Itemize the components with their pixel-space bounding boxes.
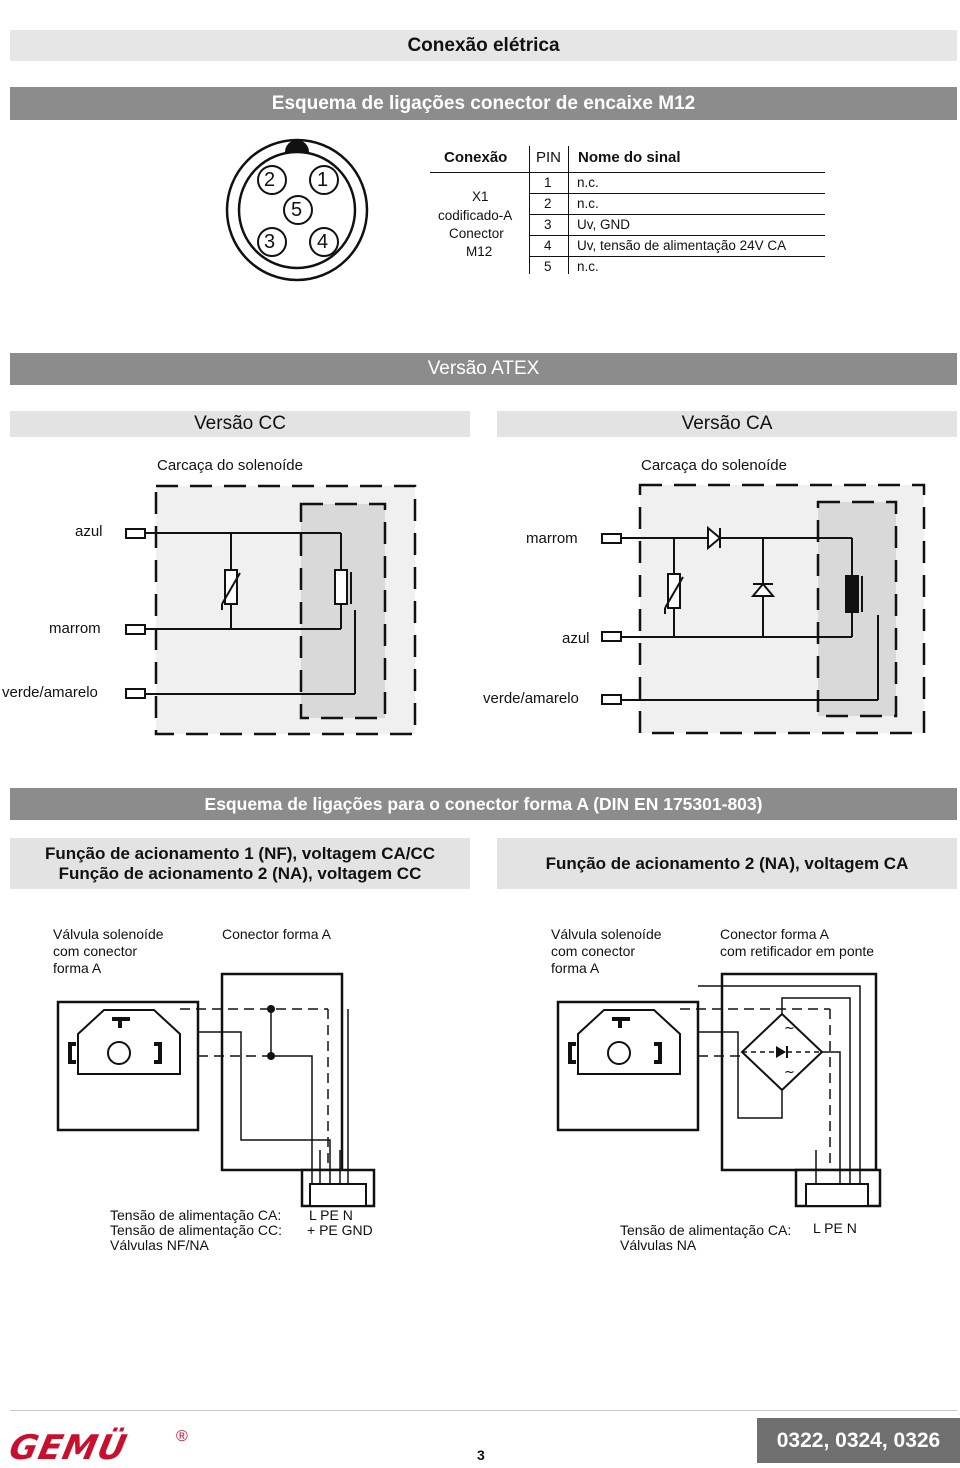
registered-mark: ® (176, 1428, 188, 1445)
din-left-terminals-dc: + PE GND (307, 1222, 373, 1238)
m12-pin-1: 1 (317, 169, 329, 191)
connection-label-4: M12 (466, 244, 493, 259)
connection-label-1: X1 (472, 189, 489, 204)
m12-pin-3: 3 (264, 231, 276, 253)
pin-number: 3 (544, 217, 552, 232)
pin-number: 4 (544, 238, 552, 253)
din-left-connector-label: Conector forma A (222, 926, 331, 942)
pin-signal: n.c. (577, 196, 599, 211)
doc-codes: 0322, 0324, 0326 (776, 1428, 941, 1452)
m12-pin-4: 4 (317, 231, 329, 253)
pin-signal: n.c. (577, 259, 599, 274)
dc-housing-label: Carcaça do solenoíde (157, 457, 303, 474)
atex-title: Versão ATEX (427, 358, 540, 379)
din-right-terminals-ac: L PE N (813, 1220, 857, 1236)
din-right-drawing (540, 970, 920, 1210)
section-title-bar (10, 30, 957, 61)
din-title-bar (10, 788, 957, 820)
dc-circuit-diagram (0, 480, 480, 740)
din-right-heading: Função de acionamento 2 (NA), voltagem CA (545, 853, 909, 873)
din-left-heading-2: Função de acionamento 2 (NA), voltagem CC (58, 863, 422, 883)
din-right-heading-bar (497, 838, 957, 889)
din-left-valve-label-2: com conector (53, 943, 138, 959)
connection-label-2: codificado-A (438, 208, 513, 223)
doc-codes-box (757, 1418, 960, 1463)
m12-title: Esquema de ligações conector de encaixe M12 (271, 92, 696, 114)
ac-wire-mid-label: azul (562, 630, 590, 647)
ac-wire-bottom-label: verde/amarelo (483, 690, 579, 707)
pin-signal: Uv, GND (577, 217, 630, 232)
din-left-valves: Válvulas NF/NA (110, 1237, 209, 1253)
din-left-terminals-ac: L PE N (309, 1207, 353, 1223)
pin-number: 2 (544, 196, 552, 211)
m12-pin-table (430, 146, 830, 276)
din-left-heading-1: Função de acionamento 1 (NF), voltagem CA/CC (44, 843, 436, 863)
din-left-drawing (40, 970, 420, 1210)
pin-signal: Uv, tensão de alimentação 24V CA (577, 238, 787, 253)
ac-title: Versão CA (681, 413, 773, 434)
din-right-valves: Válvulas NA (620, 1237, 697, 1253)
din-right-valve-label-3: forma A (551, 960, 600, 976)
ac-title-bar (497, 411, 957, 437)
connection-label-3: Conector (449, 226, 504, 241)
din-left-valve-label-3: forma A (53, 960, 102, 976)
svg-text:~: ~ (784, 1065, 795, 1080)
din-right-connector-label-2: com retificador em ponte (720, 943, 875, 959)
din-right-connector-label-1: Conector forma A (720, 926, 829, 942)
din-right-valve-label-1: Válvula solenoíde (551, 926, 662, 942)
din-right-valve-label-2: com conector (551, 943, 636, 959)
din-left-supply-dc: Tensão de alimentação CC: (110, 1222, 282, 1238)
page-number: 3 (477, 1447, 485, 1463)
pin-signal: n.c. (577, 175, 599, 190)
ac-housing-label: Carcaça do solenoíde (641, 457, 787, 474)
dc-title: Versão CC (194, 413, 286, 434)
brand-logo: GEMÜ (5, 1428, 131, 1468)
table-row (530, 173, 825, 194)
ac-wire-top-label: marrom (526, 530, 578, 547)
m12-pin-2: 2 (264, 169, 276, 191)
svg-text:~: ~ (784, 1021, 795, 1036)
table-row (530, 257, 825, 277)
pin-number: 5 (544, 259, 552, 274)
dc-wire-bottom-label: verde/amarelo (2, 684, 98, 701)
m12-pin-5: 5 (291, 199, 303, 221)
table-row (530, 236, 825, 257)
table-header-conexao: Conexão (444, 149, 508, 166)
din-left-valve-label-1: Válvula solenoíde (53, 926, 164, 942)
atex-title-bar (10, 353, 957, 385)
dc-wire-top-label: azul (75, 523, 103, 540)
footer-rule (10, 1410, 957, 1411)
din-left-heading-bar (10, 838, 470, 889)
m12-title-bar (10, 87, 957, 120)
pin-number: 1 (544, 175, 552, 190)
table-header-signal: Nome do sinal (578, 149, 681, 166)
table-row (530, 194, 825, 215)
table-row (530, 215, 825, 236)
page-title: Conexão elétrica (407, 34, 560, 56)
dc-title-bar (10, 411, 470, 437)
table-header-pin: PIN (536, 149, 562, 166)
din-right-supply-ac: Tensão de alimentação CA: (620, 1222, 792, 1238)
din-left-supply-ac: Tensão de alimentação CA: (110, 1207, 282, 1223)
din-title: Esquema de ligações para o conector forma A (DIN EN 175301-803) (204, 793, 763, 814)
dc-wire-mid-label: marrom (49, 620, 101, 637)
